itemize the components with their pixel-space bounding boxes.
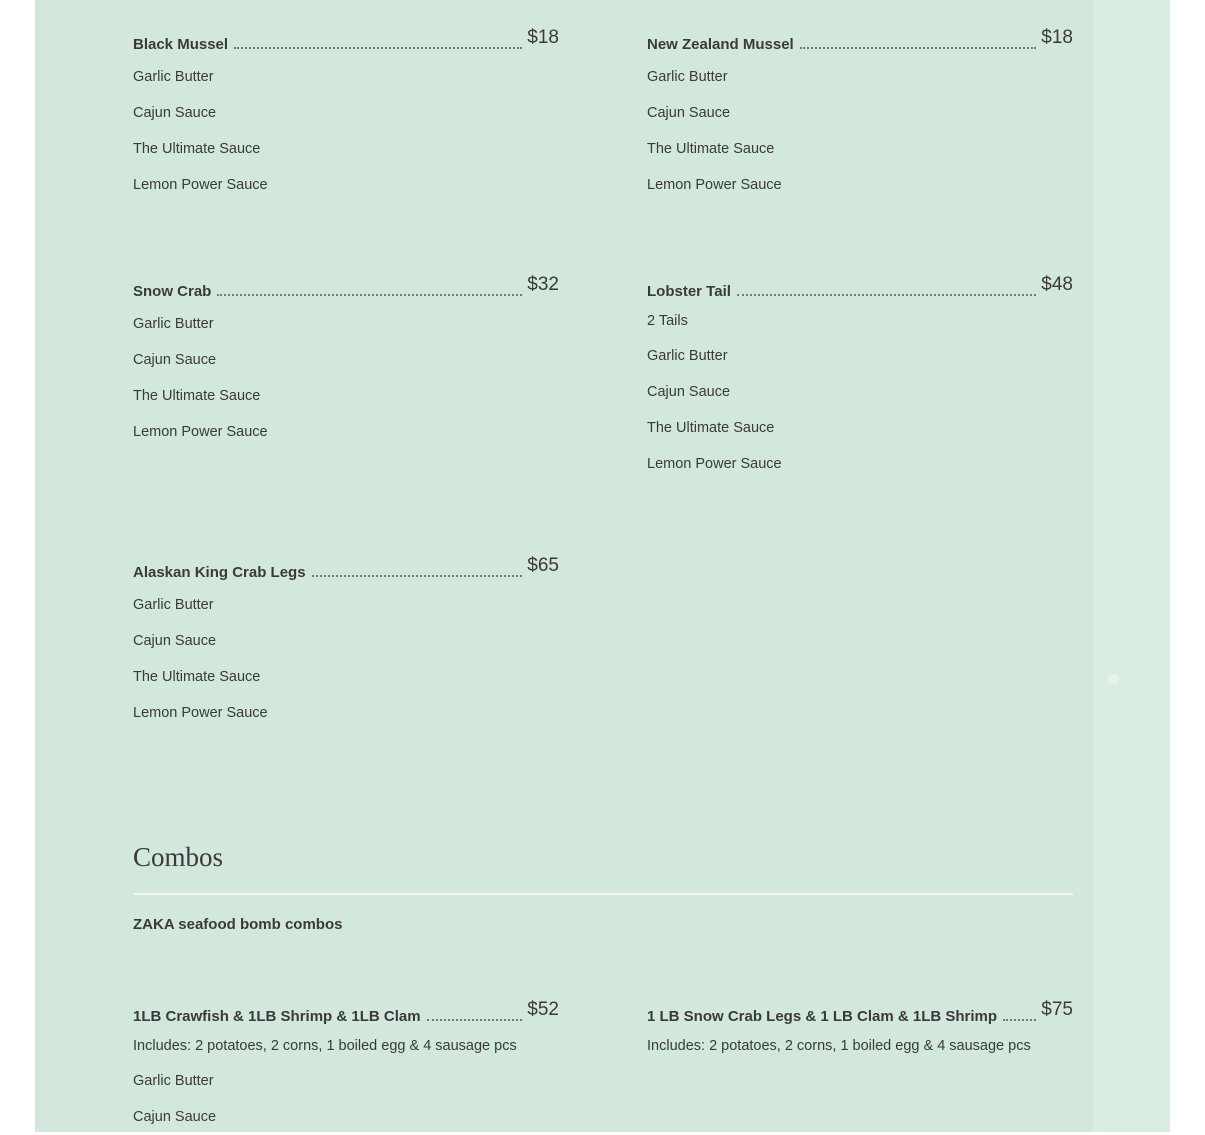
- dot-leader: [427, 1019, 523, 1021]
- sauce-option: The Ultimate Sauce: [647, 141, 775, 157]
- sauce-option: The Ultimate Sauce: [133, 141, 261, 157]
- combo-item-snow-crab-clam-shrimp: [647, 997, 1073, 1059]
- sauce-option: The Ultimate Sauce: [133, 388, 261, 404]
- sauce-option: Lemon Power Sauce: [133, 424, 268, 440]
- menu-item-black-mussel: [133, 25, 559, 203]
- menu-item-header: [133, 272, 559, 302]
- menu-item-price: $65: [527, 555, 559, 576]
- menu-item-alaskan-king-crab-legs: [133, 553, 559, 731]
- sauce-option: Garlic Butter: [133, 69, 214, 85]
- sauce-option: Garlic Butter: [647, 348, 728, 364]
- sauce-option: Lemon Power Sauce: [647, 177, 782, 193]
- menu-item-header: [647, 272, 1073, 302]
- dot-leader: [234, 47, 522, 49]
- dot-leader: [1003, 1019, 1036, 1021]
- combo-item-crawfish-shrimp-clam: [133, 997, 559, 1135]
- menu-item-name: Black Mussel: [133, 36, 229, 53]
- menu-item-name: 1 LB Snow Crab Legs & 1 LB Clam & 1LB Shrimp: [647, 1008, 998, 1025]
- menu-item-description: Includes: 2 potatoes, 2 corns, 1 boiled egg & 4 sausage pcs: [133, 1038, 517, 1054]
- sauce-option: Cajun Sauce: [133, 352, 217, 368]
- menu-item-name: New Zealand Mussel: [647, 36, 794, 53]
- menu-item-price: $52: [527, 999, 559, 1020]
- menu-item-lobster-tail: [647, 272, 1073, 482]
- sauce-option: Garlic Butter: [133, 316, 214, 332]
- menu-item-price: $18: [1041, 27, 1073, 48]
- sauce-option: Lemon Power Sauce: [647, 456, 782, 472]
- sauce-option: Cajun Sauce: [133, 1109, 217, 1125]
- section-subtitle: ZAKA seafood bomb combos: [133, 916, 343, 933]
- menu-item-name: 1LB Crawfish & 1LB Shrimp & 1LB Clam: [133, 1008, 421, 1025]
- sauce-option: The Ultimate Sauce: [133, 669, 261, 685]
- sauce-option: Lemon Power Sauce: [133, 177, 268, 193]
- menu-item-name: Snow Crab: [133, 283, 212, 300]
- menu-item-new-zealand-mussel: [647, 25, 1073, 203]
- section-title-combos: Combos: [133, 842, 224, 872]
- menu-item-header: [647, 25, 1073, 55]
- menu-item-header: [133, 25, 559, 55]
- menu-item-price: $18: [527, 27, 559, 48]
- menu-item-name: Lobster Tail: [647, 283, 731, 300]
- dot-leader: [312, 575, 523, 577]
- menu-item-price: $75: [1041, 999, 1073, 1020]
- menu-item-name: Alaskan King Crab Legs: [133, 564, 306, 581]
- dot-leader: [737, 294, 1036, 296]
- menu-item-price: $48: [1041, 274, 1073, 295]
- menu-item-description: Includes: 2 potatoes, 2 corns, 1 boiled egg & 4 sausage pcs: [647, 1038, 1031, 1054]
- menu-item-snow-crab: [133, 272, 559, 450]
- sauce-option: Cajun Sauce: [647, 105, 731, 121]
- sauce-option: Garlic Butter: [133, 597, 214, 613]
- dot-leader: [800, 47, 1037, 49]
- menu-item-price: $32: [527, 274, 559, 295]
- sauce-option: The Ultimate Sauce: [647, 420, 775, 436]
- sauce-option: Cajun Sauce: [133, 633, 217, 649]
- menu-item-header: [647, 997, 1073, 1027]
- sauce-option: Garlic Butter: [133, 1073, 214, 1089]
- menu-item-header: [133, 553, 559, 583]
- menu-item-header: [133, 997, 559, 1027]
- section-divider: [133, 893, 1073, 895]
- sauce-option: Lemon Power Sauce: [133, 705, 268, 721]
- sauce-option: Cajun Sauce: [647, 384, 731, 400]
- menu-item-description: 2 Tails: [647, 313, 688, 329]
- dot-leader: [217, 294, 522, 296]
- sauce-option: Cajun Sauce: [133, 105, 217, 121]
- sauce-option: Garlic Butter: [647, 69, 728, 85]
